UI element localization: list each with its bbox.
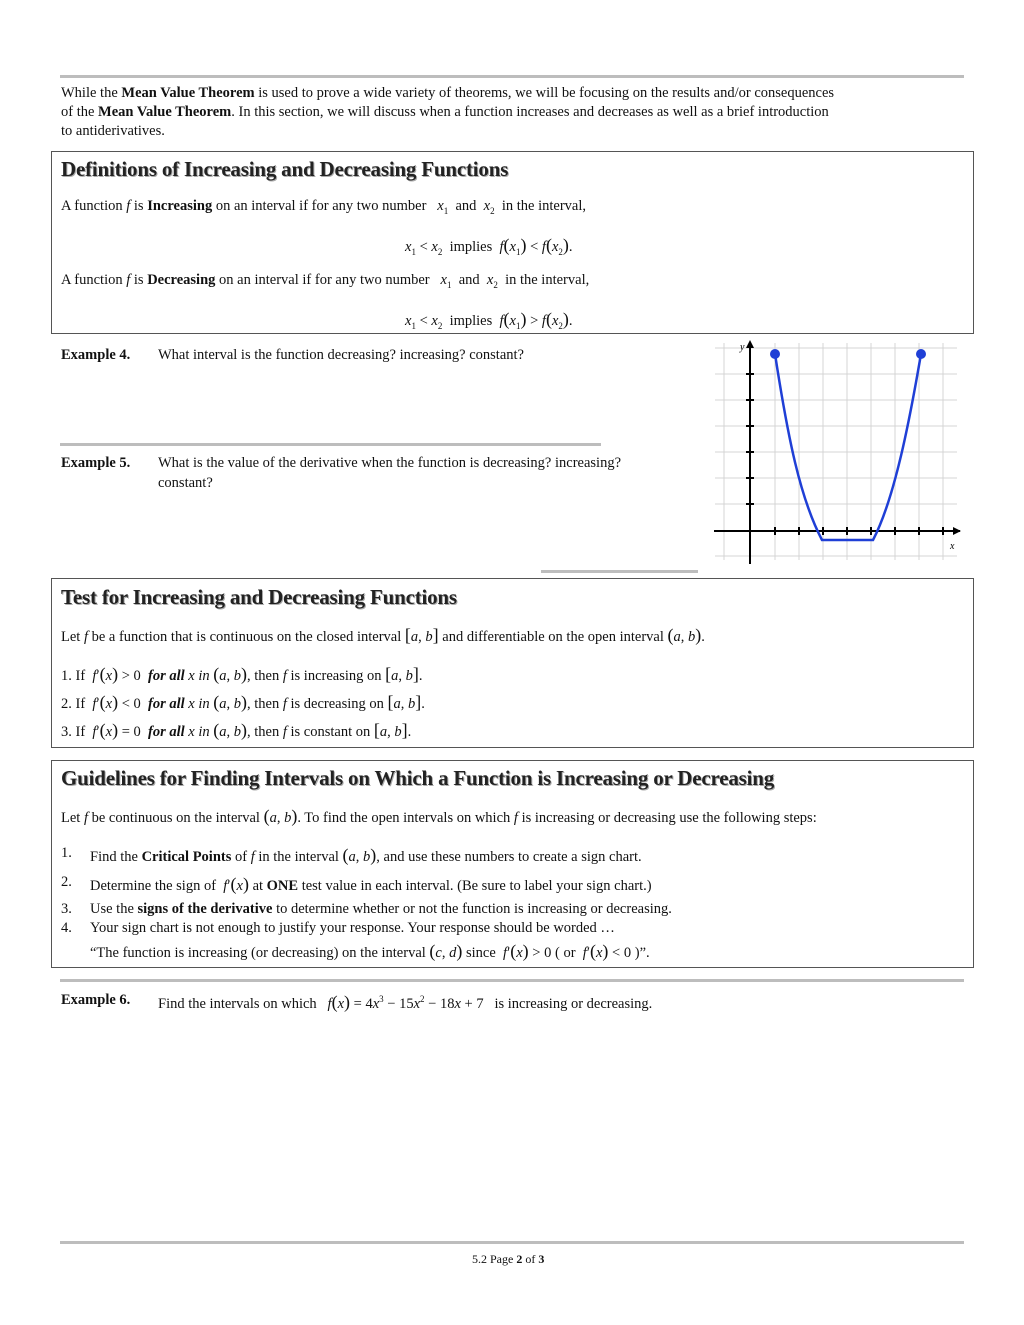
text: Let [61, 629, 84, 645]
endpoint-right [916, 349, 926, 359]
function-curve [775, 354, 921, 540]
subscript: 1 [446, 279, 452, 290]
example5-text: What is the value of the derivative when the function is decreasing? increasing? [158, 455, 622, 471]
f-var: f [126, 272, 131, 288]
test-item-3: 3. If f′(x) = 0 for all x in (a, b), then f is constant on [a, b]. [61, 720, 412, 740]
text: on an interval if for any two number [212, 198, 427, 214]
x-var: x [431, 239, 438, 255]
text: A function [61, 198, 127, 214]
top-rule [60, 75, 964, 78]
guidelines-title: Guidelines for Finding Intervals on Which a Function is Increasing or Decreasing [61, 766, 775, 790]
implies-word: implies [449, 239, 493, 255]
x-axis-label: x [950, 541, 955, 552]
x1-var: x [437, 198, 444, 214]
text: Let [61, 810, 84, 826]
text: test value in each interval. (Be sure to label your sign chart.) [298, 878, 652, 894]
text: in the interval, [505, 272, 590, 288]
guideline-step-2: 2. Determine the sign of f′(x) at ONE test value in each interval. (Be sure to label your sign chart.) [61, 874, 652, 894]
test-item-2: 2. If f′(x) < 0 for all x in (a, b), then f is decreasing on [a, b]. [61, 692, 425, 712]
subscript: 2 [493, 279, 498, 290]
text: is increasing or decreasing use the following steps: [517, 810, 817, 826]
example6-text: is increasing or decreasing. [494, 996, 653, 1012]
endpoint-left [770, 349, 780, 359]
decreasing-word: Decreasing [147, 272, 216, 288]
f-var: f [541, 239, 546, 255]
subscript: 1 [411, 246, 416, 257]
text: Determine the sign of [90, 878, 220, 894]
item-number: 1. If [61, 668, 89, 684]
f-var: f [282, 668, 287, 684]
text: A function [61, 272, 127, 288]
step-number: 2. [61, 874, 72, 890]
text: x in [184, 724, 214, 740]
f-var: f [499, 239, 504, 255]
example5 [61, 453, 622, 491]
x-var: x [509, 239, 516, 255]
text: , and use these numbers to create a sign chart. [376, 849, 642, 865]
example6-label: Example 6. [61, 992, 131, 1008]
text: . To find the open intervals on which [297, 810, 514, 826]
guideline-step-1: 1. Find the Critical Points of f in the interval (a, b), and use these numbers to create a sign chart. [61, 845, 642, 865]
subscript: 1 [411, 320, 416, 331]
text: , then [247, 668, 283, 684]
footer-text: 5.2 Page [472, 1252, 517, 1266]
increasing-definition [61, 198, 586, 216]
f-var: f [282, 724, 287, 740]
text: and [455, 198, 477, 214]
text: is decreasing on [286, 696, 388, 712]
example5-label: Example 5. [61, 455, 131, 471]
text: be a function that is continuous on the closed interval [87, 629, 405, 645]
text: ( or [551, 945, 580, 961]
text: and [458, 272, 480, 288]
decreasing-definition [61, 272, 589, 290]
step-number: 4. [61, 920, 72, 936]
text: Find the [90, 849, 142, 865]
axes [714, 344, 960, 564]
text: be continuous on the interval [87, 810, 264, 826]
subscript: 2 [437, 320, 443, 331]
example4-text: What interval is the function decreasing? increasing? constant? [158, 347, 524, 363]
text: to determine whether or not the function is increasing or decreasing. [272, 901, 672, 917]
x-var: x [509, 313, 516, 329]
f-var: f [541, 313, 546, 329]
footer-rule [60, 1241, 964, 1244]
footer-total-pages: 3 [538, 1252, 545, 1266]
footer-text: of [522, 1252, 539, 1266]
implies-word: implies [449, 313, 493, 329]
intro-text: is used to prove a wide variety of theorems, we will be focusing on the results and/or consequences [254, 85, 835, 101]
intro-mvt-bold: Mean Value Theorem [98, 104, 232, 120]
text: Use the [90, 901, 138, 917]
guideline-step-4 [61, 920, 615, 937]
y-axis-arrow [746, 340, 754, 348]
text: at [248, 878, 267, 894]
f-var: f [513, 810, 518, 826]
subscript: 1 [443, 205, 449, 216]
text: in the interval, [501, 198, 587, 214]
one-bold: ONE [266, 878, 299, 894]
x1-var: x [440, 272, 447, 288]
text: Your sign chart is not enough to justify your response. Your response should be worded … [90, 920, 615, 936]
test-item-1: 1. If f′(x) > 0 for all x in (a, b), then f is increasing on [a, b]. [61, 664, 423, 684]
x-var: x [405, 239, 412, 255]
intro-text: . In this section, we will discuss when a function increases and decreases as well as a brief introduction [231, 104, 829, 120]
f-var: f [83, 810, 88, 826]
item-number: 3. If [61, 724, 89, 740]
text: , then [247, 724, 283, 740]
text: is [130, 198, 148, 214]
subscript: 1 [515, 320, 521, 331]
decreasing-formula: $x_1 < x_2$ implies $f(x_1) > f(x_2)$. [405, 309, 573, 331]
for-all: for all [148, 724, 185, 740]
example4 [61, 347, 524, 364]
f-var: f [282, 696, 287, 712]
intro-text: While the [61, 85, 122, 101]
guideline-step-4-quote: “The function is increasing (or decreasing) on the interval (c, d) since f′(x) > 0 ( or f′(x) < 0 )”. [90, 941, 650, 961]
intro-text: of the [61, 104, 99, 120]
example6: Example 6. Find the intervals on which $f(x) = 4x^3 - 15x^2 - 18x + 7$ is increasing or decreasing. [61, 992, 653, 1012]
example-divider [60, 443, 601, 446]
subscript: 2 [437, 246, 443, 257]
y-axis-label: y [740, 342, 745, 353]
text: on an interval if for any two number [215, 272, 430, 288]
text: of [231, 849, 251, 865]
subscript: 2 [558, 320, 563, 331]
f-var: f [250, 849, 255, 865]
example6-text: Find the intervals on which [158, 996, 317, 1012]
critical-points-bold: Critical Points [141, 849, 232, 865]
footer-page-number: 2 [516, 1252, 523, 1266]
signs-bold: signs of the derivative [137, 901, 273, 917]
guideline-step-3 [61, 901, 672, 918]
text: and differentiable on the open interval [438, 629, 668, 645]
text: “The function is increasing (or decreasing) on the interval [90, 945, 430, 961]
intro-paragraph [61, 84, 961, 141]
increasing-word: Increasing [147, 198, 213, 214]
test-title: Test for Increasing and Decreasing Functions [61, 585, 457, 609]
x-var: x [405, 313, 412, 329]
item-number: 2. If [61, 696, 89, 712]
text: in the interval [254, 849, 343, 865]
intro-text: to antiderivatives. [61, 123, 165, 139]
text: x in [184, 696, 214, 712]
subscript: 1 [515, 246, 521, 257]
guidelines-premise: Let f be continuous on the interval (a, b). To find the open intervals on which f is increasing or decreasing use the following steps: [61, 806, 817, 826]
subscript: 2 [558, 246, 563, 257]
x-var: x [551, 239, 559, 255]
text: is constant on [286, 724, 374, 740]
definitions-title: Definitions of Increasing and Decreasing Functions [61, 157, 509, 181]
x2-var: x [483, 198, 491, 214]
x2-var: x [486, 272, 494, 288]
graph-bottom-rule [541, 570, 698, 573]
intro-mvt-bold: Mean Value Theorem [121, 85, 255, 101]
x-var: x [551, 313, 559, 329]
text: is increasing on [286, 668, 386, 684]
x-axis-arrow [953, 527, 961, 535]
x-var: x [431, 313, 438, 329]
example5-text: constant? [158, 475, 213, 491]
subscript: 2 [490, 205, 495, 216]
f-var: f [83, 629, 88, 645]
for-all: for all [148, 668, 185, 684]
text: , then [247, 696, 283, 712]
text: )”. [631, 945, 650, 961]
example4-label: Example 4. [61, 347, 131, 363]
function-graph [710, 338, 962, 566]
increasing-formula: $x_1 < x_2$ implies $f(x_1) < f(x_2)$. [405, 235, 573, 257]
step-number: 1. [61, 845, 72, 861]
example6-rule [60, 979, 964, 982]
step-number: 3. [61, 901, 72, 917]
text: is [130, 272, 148, 288]
text: x in [184, 668, 214, 684]
text: since [462, 945, 500, 961]
for-all: for all [148, 696, 185, 712]
f-var: f [126, 198, 131, 214]
f-var: f [499, 313, 504, 329]
test-premise: Let f be a function that is continuous on the closed interval [a, b] and differentiable on the open interval (a, b). [61, 625, 705, 645]
page-footer [472, 1252, 544, 1267]
